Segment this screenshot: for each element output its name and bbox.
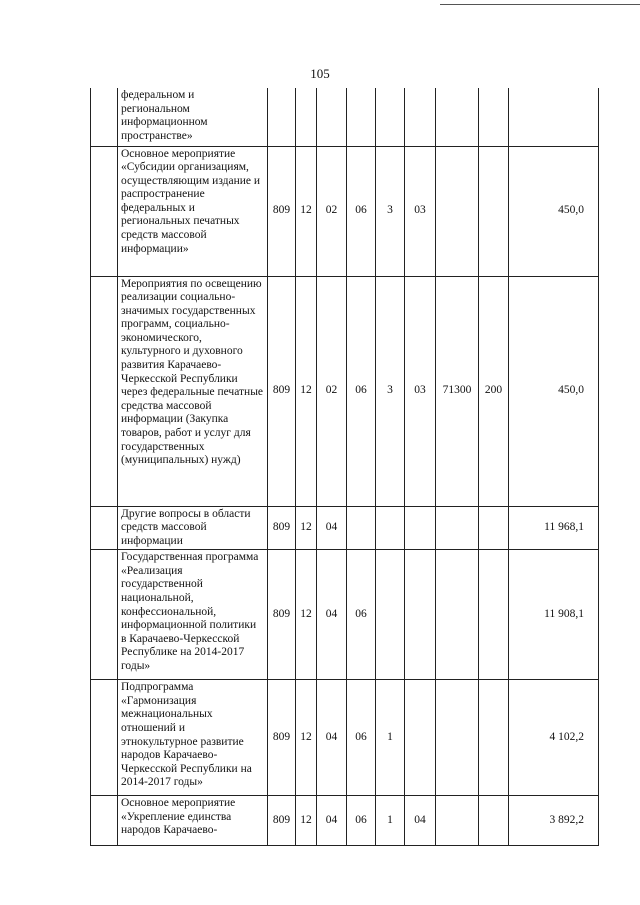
cell-cs3 [405,506,436,550]
cell-vr [479,146,509,276]
cell-cs2 [376,506,405,550]
row-number-cell [91,680,118,796]
cell-name: федеральном и региональном информационном пространстве» [118,88,268,146]
table-row [91,276,599,506]
cell-name: Другие вопросы в области средств массовой информации [118,506,268,550]
row-number-cell [91,146,118,276]
cell-cs3: 04 [405,796,436,846]
cell-gr: 809 [268,796,296,846]
cell-name: Основное мероприятие «Субсидии организациям, осуществляющим издание и распространение федеральных и региональных печатных средств массовой информации» [118,146,268,276]
cell-name: Подпрограмма «Гармонизация межнациональных отношений и этнокультурное развитие народов Карачаево-Черкесской Республики на 2014-2017 годы» [118,680,268,796]
table-row [91,550,599,680]
cell-pr: 02 [317,276,347,506]
table-row [91,146,599,276]
cell-pr: 04 [317,506,347,550]
cell-cs3 [405,680,436,796]
cell-name: Государственная программа «Реализация государственной национальной, конфессиональной, информационной политики в Карачаево-Черкесской Республике на 2014-2017 годы» [118,550,268,680]
cell-rz: 12 [296,680,317,796]
cell-sum: 450,0 [509,146,599,276]
cell-rz: 12 [296,550,317,680]
budget-table [90,88,599,846]
cell-cs2: 1 [376,796,405,846]
cell-cs1 [347,506,376,550]
row-number-cell [91,506,118,550]
cell-sum: 11 908,1 [509,550,599,680]
cell-rz: 12 [296,276,317,506]
scan-edge-line [440,4,640,5]
row-number-cell [91,88,118,146]
cell-rz [296,88,317,146]
cell-cs4 [436,796,479,846]
cell-sum: 450,0 [509,276,599,506]
cell-name: Мероприятия по освещению реализации социально-значимых государственных программ, социально-экономического, культурного и духовного развития Карачаево-Черкесской Республики через федеральные печатные средства массовой информации (Закупка товаров, работ и услуг для государственных (муниципальных) нужд) [118,276,268,506]
cell-rz: 12 [296,506,317,550]
cell-cs4 [436,146,479,276]
cell-cs3 [405,550,436,680]
cell-cs1: 06 [347,680,376,796]
row-number-cell [91,796,118,846]
cell-cs3 [405,88,436,146]
cell-gr: 809 [268,276,296,506]
cell-cs2: 1 [376,680,405,796]
page-number: 105 [310,66,330,81]
cell-pr: 04 [317,796,347,846]
cell-cs1: 06 [347,276,376,506]
cell-sum [509,88,599,146]
cell-cs2: 3 [376,146,405,276]
cell-vr [479,796,509,846]
cell-cs1: 06 [347,146,376,276]
cell-sum: 3 892,2 [509,796,599,846]
table-row [91,796,599,846]
cell-vr [479,506,509,550]
cell-vr [479,550,509,680]
cell-cs3: 03 [405,276,436,506]
cell-pr: 02 [317,146,347,276]
cell-cs4 [436,88,479,146]
cell-gr: 809 [268,506,296,550]
cell-vr [479,680,509,796]
row-number-cell [91,276,118,506]
cell-gr [268,88,296,146]
cell-sum: 4 102,2 [509,680,599,796]
cell-name: Основное мероприятие «Укрепление единства народов Карачаево- [118,796,268,846]
table-row [91,680,599,796]
cell-cs1 [347,88,376,146]
cell-gr: 809 [268,680,296,796]
cell-pr: 04 [317,680,347,796]
cell-rz: 12 [296,796,317,846]
cell-gr: 809 [268,146,296,276]
row-number-cell [91,550,118,680]
cell-pr [317,88,347,146]
cell-vr: 200 [479,276,509,506]
table-body [91,88,599,846]
cell-cs4 [436,680,479,796]
cell-cs4: 71300 [436,276,479,506]
cell-cs2 [376,88,405,146]
cell-rz: 12 [296,146,317,276]
cell-pr: 04 [317,550,347,680]
cell-cs4 [436,506,479,550]
cell-vr [479,88,509,146]
table-row [91,506,599,550]
cell-gr: 809 [268,550,296,680]
cell-sum: 11 968,1 [509,506,599,550]
cell-cs1: 06 [347,796,376,846]
table-row [91,88,599,146]
cell-cs4 [436,550,479,680]
cell-cs2 [376,550,405,680]
cell-cs3: 03 [405,146,436,276]
cell-cs2: 3 [376,276,405,506]
cell-cs1: 06 [347,550,376,680]
